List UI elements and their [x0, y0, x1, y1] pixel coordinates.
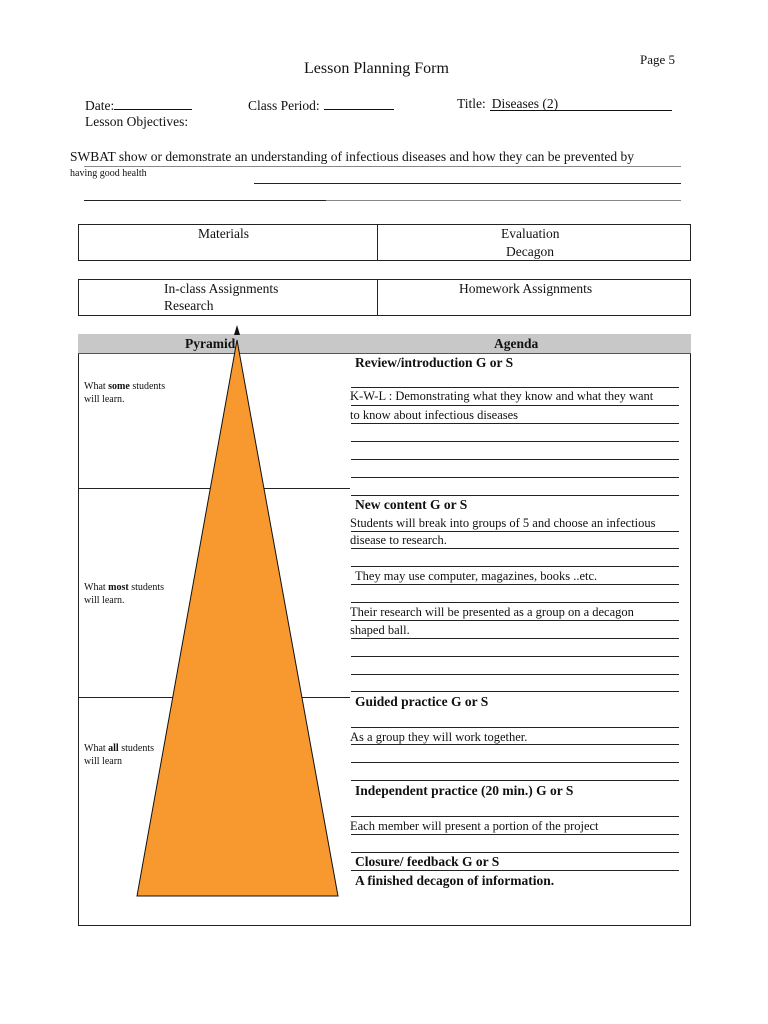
agenda-writing-line: [351, 656, 679, 657]
pyramid-apex-marker: [234, 325, 240, 335]
new-content-line-1: Students will break into groups of 5 and choose an infectious: [350, 516, 656, 530]
in-class-assignments-value: Research: [164, 298, 214, 313]
title-value[interactable]: Diseases (2): [490, 97, 672, 111]
pyramid-level-all: What all students will learn: [84, 743, 154, 767]
materials-label: Materials: [198, 226, 249, 241]
in-class-assignments-label: In-class Assignments: [164, 281, 279, 296]
agenda-writing-line: [351, 727, 679, 728]
review-introduction-heading: Review/introduction G or S: [355, 355, 514, 370]
agenda-writing-line: [351, 387, 679, 388]
agenda-writing-line: [351, 674, 679, 675]
agenda-writing-line: [351, 584, 679, 585]
guided-practice-heading: Guided practice G or S: [355, 694, 489, 709]
independent-practice-line-1: Each member will present a portion of the project: [350, 819, 599, 833]
new-content-line-3: They may use computer, magazines, books ..etc.: [355, 569, 598, 583]
closure-feedback-heading: Closure/ feedback G or S: [355, 854, 500, 869]
agenda-writing-line: [351, 834, 679, 835]
evaluation-value: Decagon: [506, 244, 554, 259]
form-title: Lesson Planning Form: [304, 60, 449, 77]
title-label: Title:: [457, 96, 486, 111]
agenda-writing-line: [351, 441, 679, 442]
review-line-2: to know about infectious diseases: [350, 408, 519, 422]
review-line-1: K-W-L : Demonstrating what they know and what they want: [350, 389, 654, 403]
agenda-writing-line: [351, 816, 679, 817]
new-content-line-5: shaped ball.: [350, 623, 410, 637]
evaluation-label: Evaluation: [501, 226, 560, 241]
agenda-writing-line: [351, 691, 679, 692]
agenda-writing-line: [351, 495, 679, 496]
closure-feedback-line-1: A finished decagon of information.: [355, 873, 555, 888]
independent-practice-heading: Independent practice (20 min.) G or S: [355, 783, 574, 798]
agenda-writing-line: [351, 620, 679, 621]
guided-practice-line-1: As a group they will work together.: [350, 730, 528, 744]
agenda-writing-line: [351, 780, 679, 781]
objective-line-2: having good health: [70, 168, 147, 179]
agenda-writing-line: [351, 744, 679, 745]
agenda-writing-line: [351, 852, 679, 853]
agenda-writing-line: [351, 531, 679, 532]
agenda-writing-line: [351, 602, 679, 603]
agenda-writing-line: [351, 566, 679, 567]
class-period-label: Class Period:: [248, 98, 320, 113]
agenda-writing-line: [351, 870, 679, 871]
agenda-writing-line: [351, 548, 679, 549]
agenda-writing-line: [351, 423, 679, 424]
agenda-writing-line: [351, 638, 679, 639]
new-content-heading: New content G or S: [355, 497, 468, 512]
agenda-column-header: Agenda: [494, 336, 539, 351]
new-content-line-2: disease to research.: [350, 533, 447, 547]
lesson-objectives-label: Lesson Objectives:: [85, 114, 189, 129]
pyramid-column-header: Pyramid: [185, 336, 236, 351]
agenda-writing-line: [351, 477, 679, 478]
date-label: Date:: [85, 98, 115, 113]
pyramid-level-some: What some students will learn.: [84, 381, 166, 405]
objective-line-1: SWBAT show or demonstrate an understanding of infectious diseases and how they can be prevented by: [70, 149, 634, 164]
agenda-short-line: [351, 762, 406, 763]
pyramid-level-most: What most students will learn.: [84, 582, 164, 606]
homework-assignments-label: Homework Assignments: [459, 281, 593, 296]
agenda-writing-line: [351, 405, 679, 406]
agenda-writing-line: [351, 459, 679, 460]
new-content-line-4: Their research will be presented as a group on a decagon: [350, 605, 634, 619]
page-number: Page 5: [640, 52, 676, 67]
pyramid-shape: [137, 340, 338, 896]
